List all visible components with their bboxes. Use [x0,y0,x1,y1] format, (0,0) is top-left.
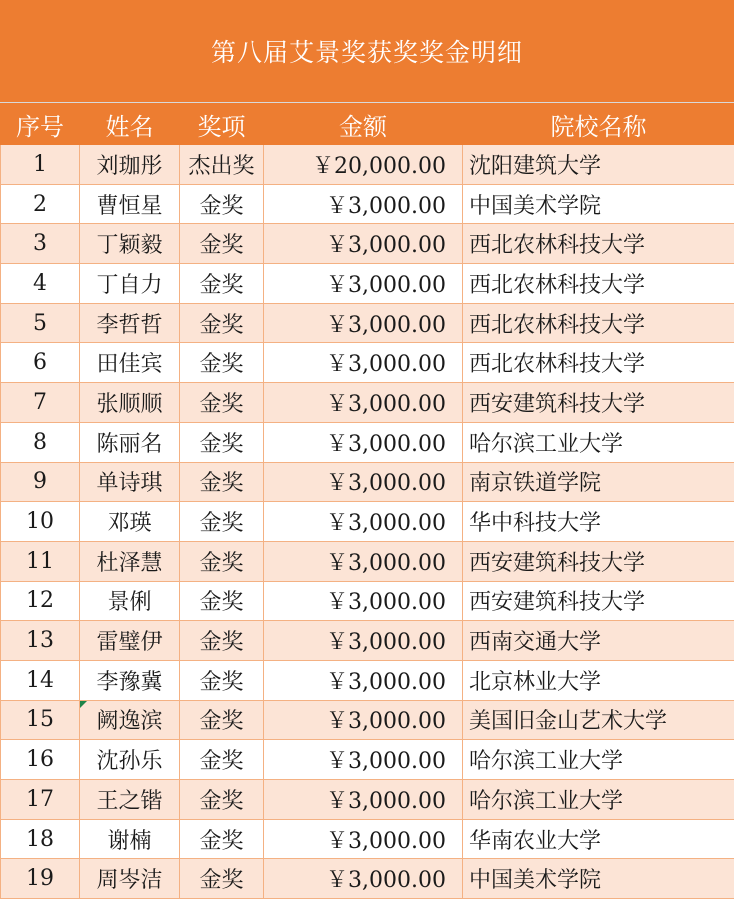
cell-award[interactable]: 金奖 [180,740,264,780]
cell-school[interactable]: 哈尔滨工业大学 [463,780,734,820]
cell-name[interactable]: 王之锴 [80,780,180,820]
cell-amount[interactable]: ￥3,000.00 [264,859,463,899]
cell-index[interactable]: 4 [1,264,80,304]
table-row [1,819,734,859]
cell-index[interactable]: 7 [1,383,80,423]
cell-index[interactable]: 5 [1,303,80,343]
table-row [1,660,734,700]
cell-award[interactable]: 金奖 [180,462,264,502]
table-row [1,859,734,899]
cell-school[interactable]: 中国美术学院 [463,184,734,224]
cell-school[interactable]: 华南农业大学 [463,819,734,859]
header-amount[interactable]: 金额 [264,104,463,145]
cell-name[interactable]: 陈丽名 [80,422,180,462]
cell-name[interactable]: 阙逸滨 [80,700,180,740]
cell-index[interactable]: 2 [1,184,80,224]
table-row [1,383,734,423]
table-row [1,343,734,383]
cell-index[interactable]: 16 [1,740,80,780]
cell-amount[interactable]: ￥3,000.00 [264,224,463,264]
cell-name[interactable]: 李豫冀 [80,660,180,700]
cell-name[interactable]: 丁自力 [80,264,180,304]
cell-index[interactable]: 18 [1,819,80,859]
cell-name[interactable]: 李哲哲 [80,303,180,343]
cell-index[interactable]: 12 [1,581,80,621]
header-school[interactable]: 院校名称 [463,104,734,145]
cell-award[interactable]: 金奖 [180,383,264,423]
cell-index[interactable]: 13 [1,621,80,661]
cell-school[interactable]: 西安建筑科技大学 [463,581,734,621]
table-title: 第八届艾景奖获奖奖金明细 [0,0,734,103]
table-row [1,264,734,304]
cell-amount[interactable]: ￥3,000.00 [264,303,463,343]
cell-school[interactable]: 美国旧金山艺术大学 [463,700,734,740]
header-name[interactable]: 姓名 [80,104,180,145]
header-award[interactable]: 奖项 [180,104,264,145]
cell-amount[interactable]: ￥3,000.00 [264,819,463,859]
cell-award[interactable]: 金奖 [180,581,264,621]
cell-amount[interactable]: ￥3,000.00 [264,502,463,542]
cell-school[interactable]: 沈阳建筑大学 [463,145,734,185]
cell-school[interactable]: 西北农林科技大学 [463,303,734,343]
cell-award[interactable]: 杰出奖 [180,145,264,185]
cell-index[interactable]: 9 [1,462,80,502]
table-row [1,740,734,780]
cell-school[interactable]: 西北农林科技大学 [463,264,734,304]
comment-indicator[interactable] [80,701,87,708]
cell-index[interactable]: 3 [1,224,80,264]
award-table [0,103,734,899]
cell-school[interactable]: 哈尔滨工业大学 [463,422,734,462]
cell-name[interactable]: 刘珈彤 [80,145,180,185]
cell-award[interactable]: 金奖 [180,264,264,304]
cell-name[interactable]: 沈孙乐 [80,740,180,780]
cell-award[interactable]: 金奖 [180,541,264,581]
cell-index[interactable]: 11 [1,541,80,581]
cell-index[interactable]: 10 [1,502,80,542]
cell-school[interactable]: 华中科技大学 [463,502,734,542]
cell-index[interactable]: 8 [1,422,80,462]
cell-school[interactable]: 西北农林科技大学 [463,343,734,383]
cell-award[interactable]: 金奖 [180,859,264,899]
cell-amount[interactable]: ￥3,000.00 [264,621,463,661]
cell-award[interactable]: 金奖 [180,343,264,383]
cell-name[interactable]: 周岑洁 [80,859,180,899]
cell-name[interactable]: 张顺顺 [80,383,180,423]
cell-school[interactable]: 中国美术学院 [463,859,734,899]
cell-school[interactable]: 西安建筑科技大学 [463,383,734,423]
cell-name[interactable]: 丁颖毅 [80,224,180,264]
table-row [1,621,734,661]
table-row [1,700,734,740]
cell-award[interactable]: 金奖 [180,660,264,700]
cell-name[interactable]: 田佳宾 [80,343,180,383]
cell-amount[interactable]: ￥3,000.00 [264,541,463,581]
table-row [1,145,734,185]
cell-index[interactable]: 6 [1,343,80,383]
cell-amount[interactable]: ￥3,000.00 [264,660,463,700]
cell-name[interactable]: 单诗琪 [80,462,180,502]
cell-award[interactable]: 金奖 [180,303,264,343]
cell-amount[interactable]: ￥20,000.00 [264,145,463,185]
cell-amount[interactable]: ￥3,000.00 [264,740,463,780]
table-row [1,184,734,224]
cell-award[interactable]: 金奖 [180,819,264,859]
cell-index[interactable]: 19 [1,859,80,899]
cell-school[interactable]: 西北农林科技大学 [463,224,734,264]
cell-school[interactable]: 西南交通大学 [463,621,734,661]
cell-name[interactable]: 邓瑛 [80,502,180,542]
cell-amount[interactable]: ￥3,000.00 [264,264,463,304]
cell-amount[interactable]: ￥3,000.00 [264,581,463,621]
cell-school[interactable]: 西安建筑科技大学 [463,541,734,581]
cell-name[interactable]: 雷璧伊 [80,621,180,661]
header-row [1,104,734,145]
cell-name[interactable]: 景俐 [80,581,180,621]
cell-amount[interactable]: ￥3,000.00 [264,343,463,383]
cell-name[interactable]: 曹恒星 [80,184,180,224]
table-row [1,581,734,621]
cell-school[interactable]: 北京林业大学 [463,660,734,700]
cell-index[interactable]: 1 [1,145,80,185]
cell-amount[interactable]: ￥3,000.00 [264,383,463,423]
cell-amount[interactable]: ￥3,000.00 [264,462,463,502]
cell-amount[interactable]: ￥3,000.00 [264,780,463,820]
cell-name[interactable]: 谢楠 [80,819,180,859]
cell-amount[interactable]: ￥3,000.00 [264,422,463,462]
cell-award[interactable]: 金奖 [180,780,264,820]
cell-index[interactable]: 17 [1,780,80,820]
cell-award[interactable]: 金奖 [180,700,264,740]
cell-award[interactable]: 金奖 [180,422,264,462]
cell-award[interactable]: 金奖 [180,502,264,542]
table-row [1,502,734,542]
cell-amount[interactable]: ￥3,000.00 [264,700,463,740]
table-row [1,224,734,264]
header-index[interactable]: 序号 [1,104,80,145]
table-row [1,780,734,820]
table-row [1,422,734,462]
cell-school[interactable]: 南京铁道学院 [463,462,734,502]
cell-amount[interactable]: ￥3,000.00 [264,184,463,224]
cell-school[interactable]: 哈尔滨工业大学 [463,740,734,780]
cell-index[interactable]: 15 [1,700,80,740]
cell-award[interactable]: 金奖 [180,184,264,224]
cell-award[interactable]: 金奖 [180,621,264,661]
table-row [1,462,734,502]
table-row [1,303,734,343]
table-row [1,541,734,581]
cell-index[interactable]: 14 [1,660,80,700]
cell-award[interactable]: 金奖 [180,224,264,264]
cell-name[interactable]: 杜泽慧 [80,541,180,581]
